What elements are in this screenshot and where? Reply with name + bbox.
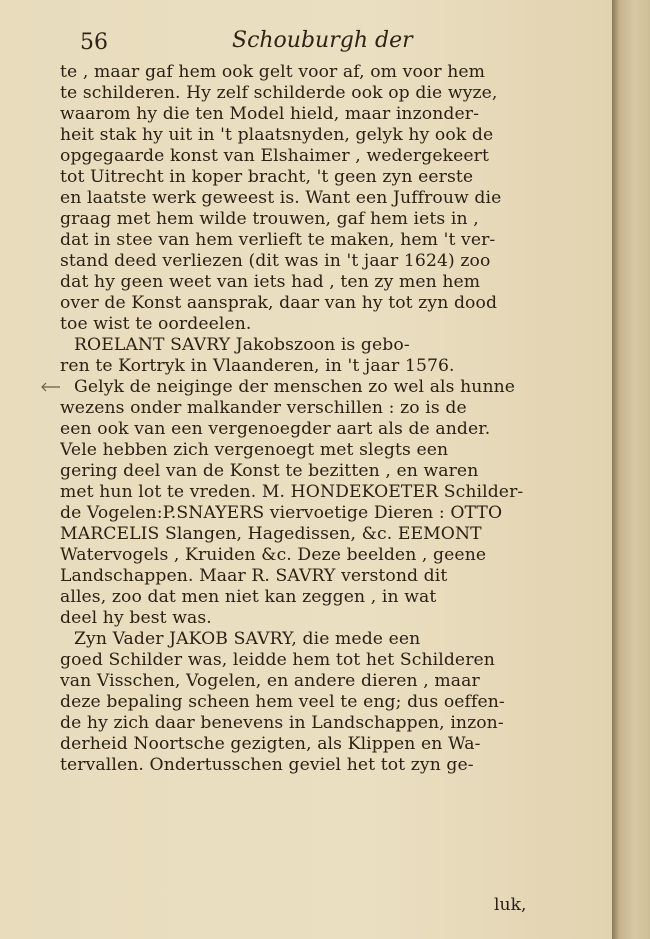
text-line: alles, zoo dat men niet kan zeggen , in wat bbox=[60, 587, 437, 607]
text-line: goed Schilder was, leidde hem tot het Schilderen bbox=[60, 650, 495, 670]
text-line: te schilderen. Hy zelf schilderde ook op die wyze, bbox=[60, 83, 498, 103]
text-line: en laatste werk geweest is. Want een Juffrouw die bbox=[60, 188, 502, 208]
text-line: van Visschen, Vogelen, en andere dieren , maar bbox=[60, 671, 480, 691]
text-line: stand deed verliezen (dit was in 't jaar 1624) zoo bbox=[60, 251, 491, 271]
text-line: toe wist te oordeelen. bbox=[60, 314, 252, 334]
text-line: gering deel van de Konst te bezitten , en waren bbox=[60, 461, 479, 481]
section-heading-line: ROELANT SAVRY Jakobszoon is gebo- bbox=[74, 335, 410, 355]
body-text bbox=[60, 62, 560, 776]
text-line: tot Uitrecht in koper bracht, 't geen zyn eerste bbox=[60, 167, 474, 187]
text-line: te , maar gaf hem ook gelt voor af, om voor hem bbox=[60, 62, 486, 82]
text-line: heit stak hy uit in 't plaatsnyden, gelyk hy ook de bbox=[60, 125, 494, 145]
text-line: de hy zich daar benevens in Landschappen, inzon- bbox=[60, 713, 504, 733]
text-line: opgegaarde konst van Elshaimer , wedergekeert bbox=[60, 146, 489, 166]
text-line: dat in stee van hem verlieft te maken, hem 't ver- bbox=[60, 230, 496, 250]
page-header bbox=[80, 28, 560, 58]
text-line: wezens onder malkander verschillen : zo is de bbox=[60, 398, 467, 418]
text-line: ren te Kortryk in Vlaanderen, in 't jaar 1576. bbox=[60, 356, 455, 376]
text-line: MARCELIS Slangen, Hagedissen, &c. EEMONT bbox=[60, 524, 482, 544]
text-line: de Vogelen:P.SNAYERS viervoetige Dieren : OTTO bbox=[60, 503, 503, 523]
running-title: Schouburgh der bbox=[232, 28, 413, 53]
text-line: tervallen. Ondertusschen geviel het tot zyn ge- bbox=[60, 755, 474, 775]
margin-mark-icon bbox=[40, 380, 62, 394]
page-gutter bbox=[612, 0, 650, 939]
text-line: deze bepaling scheen hem veel te eng; dus oeffen- bbox=[60, 692, 505, 712]
text-line: met hun lot te vreden. M. HONDEKOETER Schilder- bbox=[60, 482, 524, 502]
text-line: Vele hebben zich vergenoegt met slegts een bbox=[60, 440, 449, 460]
page-number: 56 bbox=[80, 30, 108, 55]
text-line: Zyn Vader JAKOB SAVRY, die mede een bbox=[74, 629, 421, 649]
text-line: Gelyk de neiginge der menschen zo wel als hunne bbox=[74, 377, 516, 397]
text-line: een ook van een vergenoegder aart als de ander. bbox=[60, 419, 491, 439]
text-line: waarom hy die ten Model hield, maar inzonder- bbox=[60, 104, 479, 124]
text-line: Watervogels , Kruiden &c. Deze beelden , geene bbox=[60, 545, 487, 565]
text-line: derheid Noortsche gezigten, als Klippen en Wa- bbox=[60, 734, 481, 754]
text-line: graag met hem wilde trouwen, gaf hem iets in , bbox=[60, 209, 479, 229]
text-line: Landschappen. Maar R. SAVRY verstond dit bbox=[60, 566, 448, 586]
text-line: dat hy geen weet van iets had , ten zy men hem bbox=[60, 272, 481, 292]
text-line: over de Konst aansprak, daar van hy tot zyn dood bbox=[60, 293, 498, 313]
catchword: luk, bbox=[494, 895, 527, 915]
text-line: deel hy best was. bbox=[60, 608, 212, 628]
